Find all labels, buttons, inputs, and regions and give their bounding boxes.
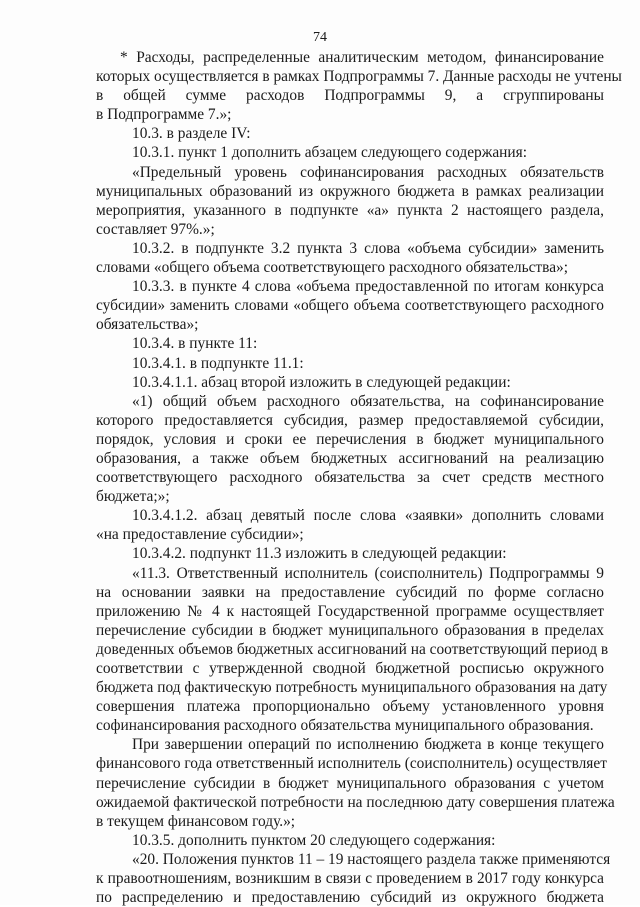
text-line: «Предельный уровень софинансирования расходных обязательств — [132, 163, 604, 181]
text-line: 10.3.4. в пункте 11: — [132, 335, 258, 353]
paragraph — [96, 143, 604, 162]
text-line: по распределению и предоставлению субсидий из окружного бюджета — [96, 889, 604, 907]
text-line: «на предоставление субсидии»; — [96, 526, 304, 544]
text-line: составляет 97%.»; — [96, 220, 215, 238]
paragraph — [96, 850, 611, 907]
text-line: «11.3. Ответственный исполнитель (соисполнитель) Подпрограммы 9 — [132, 564, 604, 582]
text-line: которого предоставляется субсидия, размер предоставляемой субсидии, — [96, 411, 604, 429]
text-line: на основании заявки на предоставление субсидий по форме согласно — [96, 583, 604, 601]
text-line: «20. Положения пунктов 11 – 19 настоящего раздела также применяются — [132, 850, 611, 868]
text-line: приложению № 4 к настоящей Государственной программе осуществляет — [96, 602, 604, 620]
paragraph — [96, 277, 604, 334]
text-line: 10.3.4.1.1. абзац второй изложить в следующей редакции: — [132, 373, 511, 391]
paragraph — [96, 124, 604, 143]
page-number: 74 — [313, 30, 327, 45]
text-line: перечисление субсидии в бюджет муниципального образования с учетом — [96, 774, 604, 792]
text-line: 10.3.4.1.2. абзац девятый после слова «заявки» дополнить словами — [132, 507, 604, 525]
text-line: в текущем финансовом году.»; — [96, 812, 296, 830]
text-line: софинансирования расходного обязательства муниципального образования. — [96, 717, 594, 735]
paragraph — [96, 735, 615, 830]
text-line: перечисление субсидии в бюджет муниципального образования в пределах — [96, 621, 604, 639]
text-line: 10.3.4.1. в подпункте 11.1: — [132, 354, 304, 372]
text-line: * Расходы, распределенные аналитическим методом, финансирование — [120, 49, 604, 66]
text-line: 10.3.5. дополнить пунктом 20 следующего содержания: — [132, 831, 496, 849]
paragraph — [96, 239, 604, 277]
paragraph — [96, 354, 604, 373]
text-line: бюджета под фактическую потребность муниципального образования на дату — [96, 679, 608, 697]
paragraph — [96, 392, 604, 507]
text-line: в общей сумме расходов Подпрограммы 9, а сгруппированы — [96, 87, 604, 105]
text-line: образования, а также объем бюджетных ассигнований на реализацию — [96, 449, 604, 467]
paragraph — [96, 506, 604, 544]
paragraph — [96, 334, 604, 353]
paragraph — [96, 48, 622, 124]
text-line: обязательства»; — [96, 316, 199, 334]
text-line: финансового года ответственный исполнитель (соисполнитель) осуществляет — [96, 755, 607, 773]
document-body — [96, 48, 622, 907]
paragraph — [96, 544, 604, 563]
text-line: 10.3.3. в пункте 4 слова «объема предоставленной по итогам конкурса — [132, 278, 604, 296]
text-line: к правоотношениям, возникшим в связи с проведением в 2017 году конкурса — [96, 870, 604, 888]
text-line: в Подпрограмме 7.»; — [96, 106, 232, 124]
text-line: мероприятия, указанного в подпункте «а» пункта 2 настоящего раздела, — [96, 201, 604, 219]
paragraph — [96, 831, 604, 850]
text-line: 10.3. в разделе IV: — [132, 125, 251, 143]
text-line: 10.3.2. в подпункте 3.2 пункта 3 слова «объема субсидии» заменить — [132, 239, 604, 257]
text-line: доведенных объемов бюджетных ассигнований на соответствующий период в — [96, 640, 609, 658]
text-line: словами «общего объема соответствующего расходного обязательства»; — [96, 259, 569, 277]
text-line: «1) общий объем расходного обязательства, на софинансирование — [132, 392, 604, 410]
paragraph — [96, 373, 604, 392]
text-line: соответствующего расходного обязательства за счет средств местного — [96, 469, 604, 487]
text-line: бюджета;»; — [96, 488, 170, 506]
text-line: которых осуществляется в рамках Подпрограммы 7. Данные расходы не учтены — [96, 68, 622, 86]
text-line: При завершении операций по исполнению бюджета в конце текущего — [132, 736, 604, 754]
text-line: соответствии с утвержденной сводной бюджетной росписью окружного — [96, 660, 604, 677]
text-line: совершения платежа пропорционально объему установленного уровня — [96, 698, 604, 716]
text-line: 10.3.1. пункт 1 дополнить абзацем следующего содержания: — [132, 144, 528, 162]
text-line: субсидии» заменить словами «общего объема соответствующего расходного — [96, 297, 604, 315]
text-line: муниципальных образований из окружного бюджета в рамках реализации — [96, 182, 604, 200]
paragraph — [96, 564, 609, 736]
paragraph — [96, 163, 604, 239]
text-line: 10.3.4.2. подпункт 11.3 изложить в следующей редакции: — [132, 545, 507, 563]
text-line: ожидаемой фактической потребности на последнюю дату совершения платежа — [96, 793, 615, 811]
text-line: порядок, условия и сроки ее перечисления в бюджет муниципального — [96, 430, 604, 448]
